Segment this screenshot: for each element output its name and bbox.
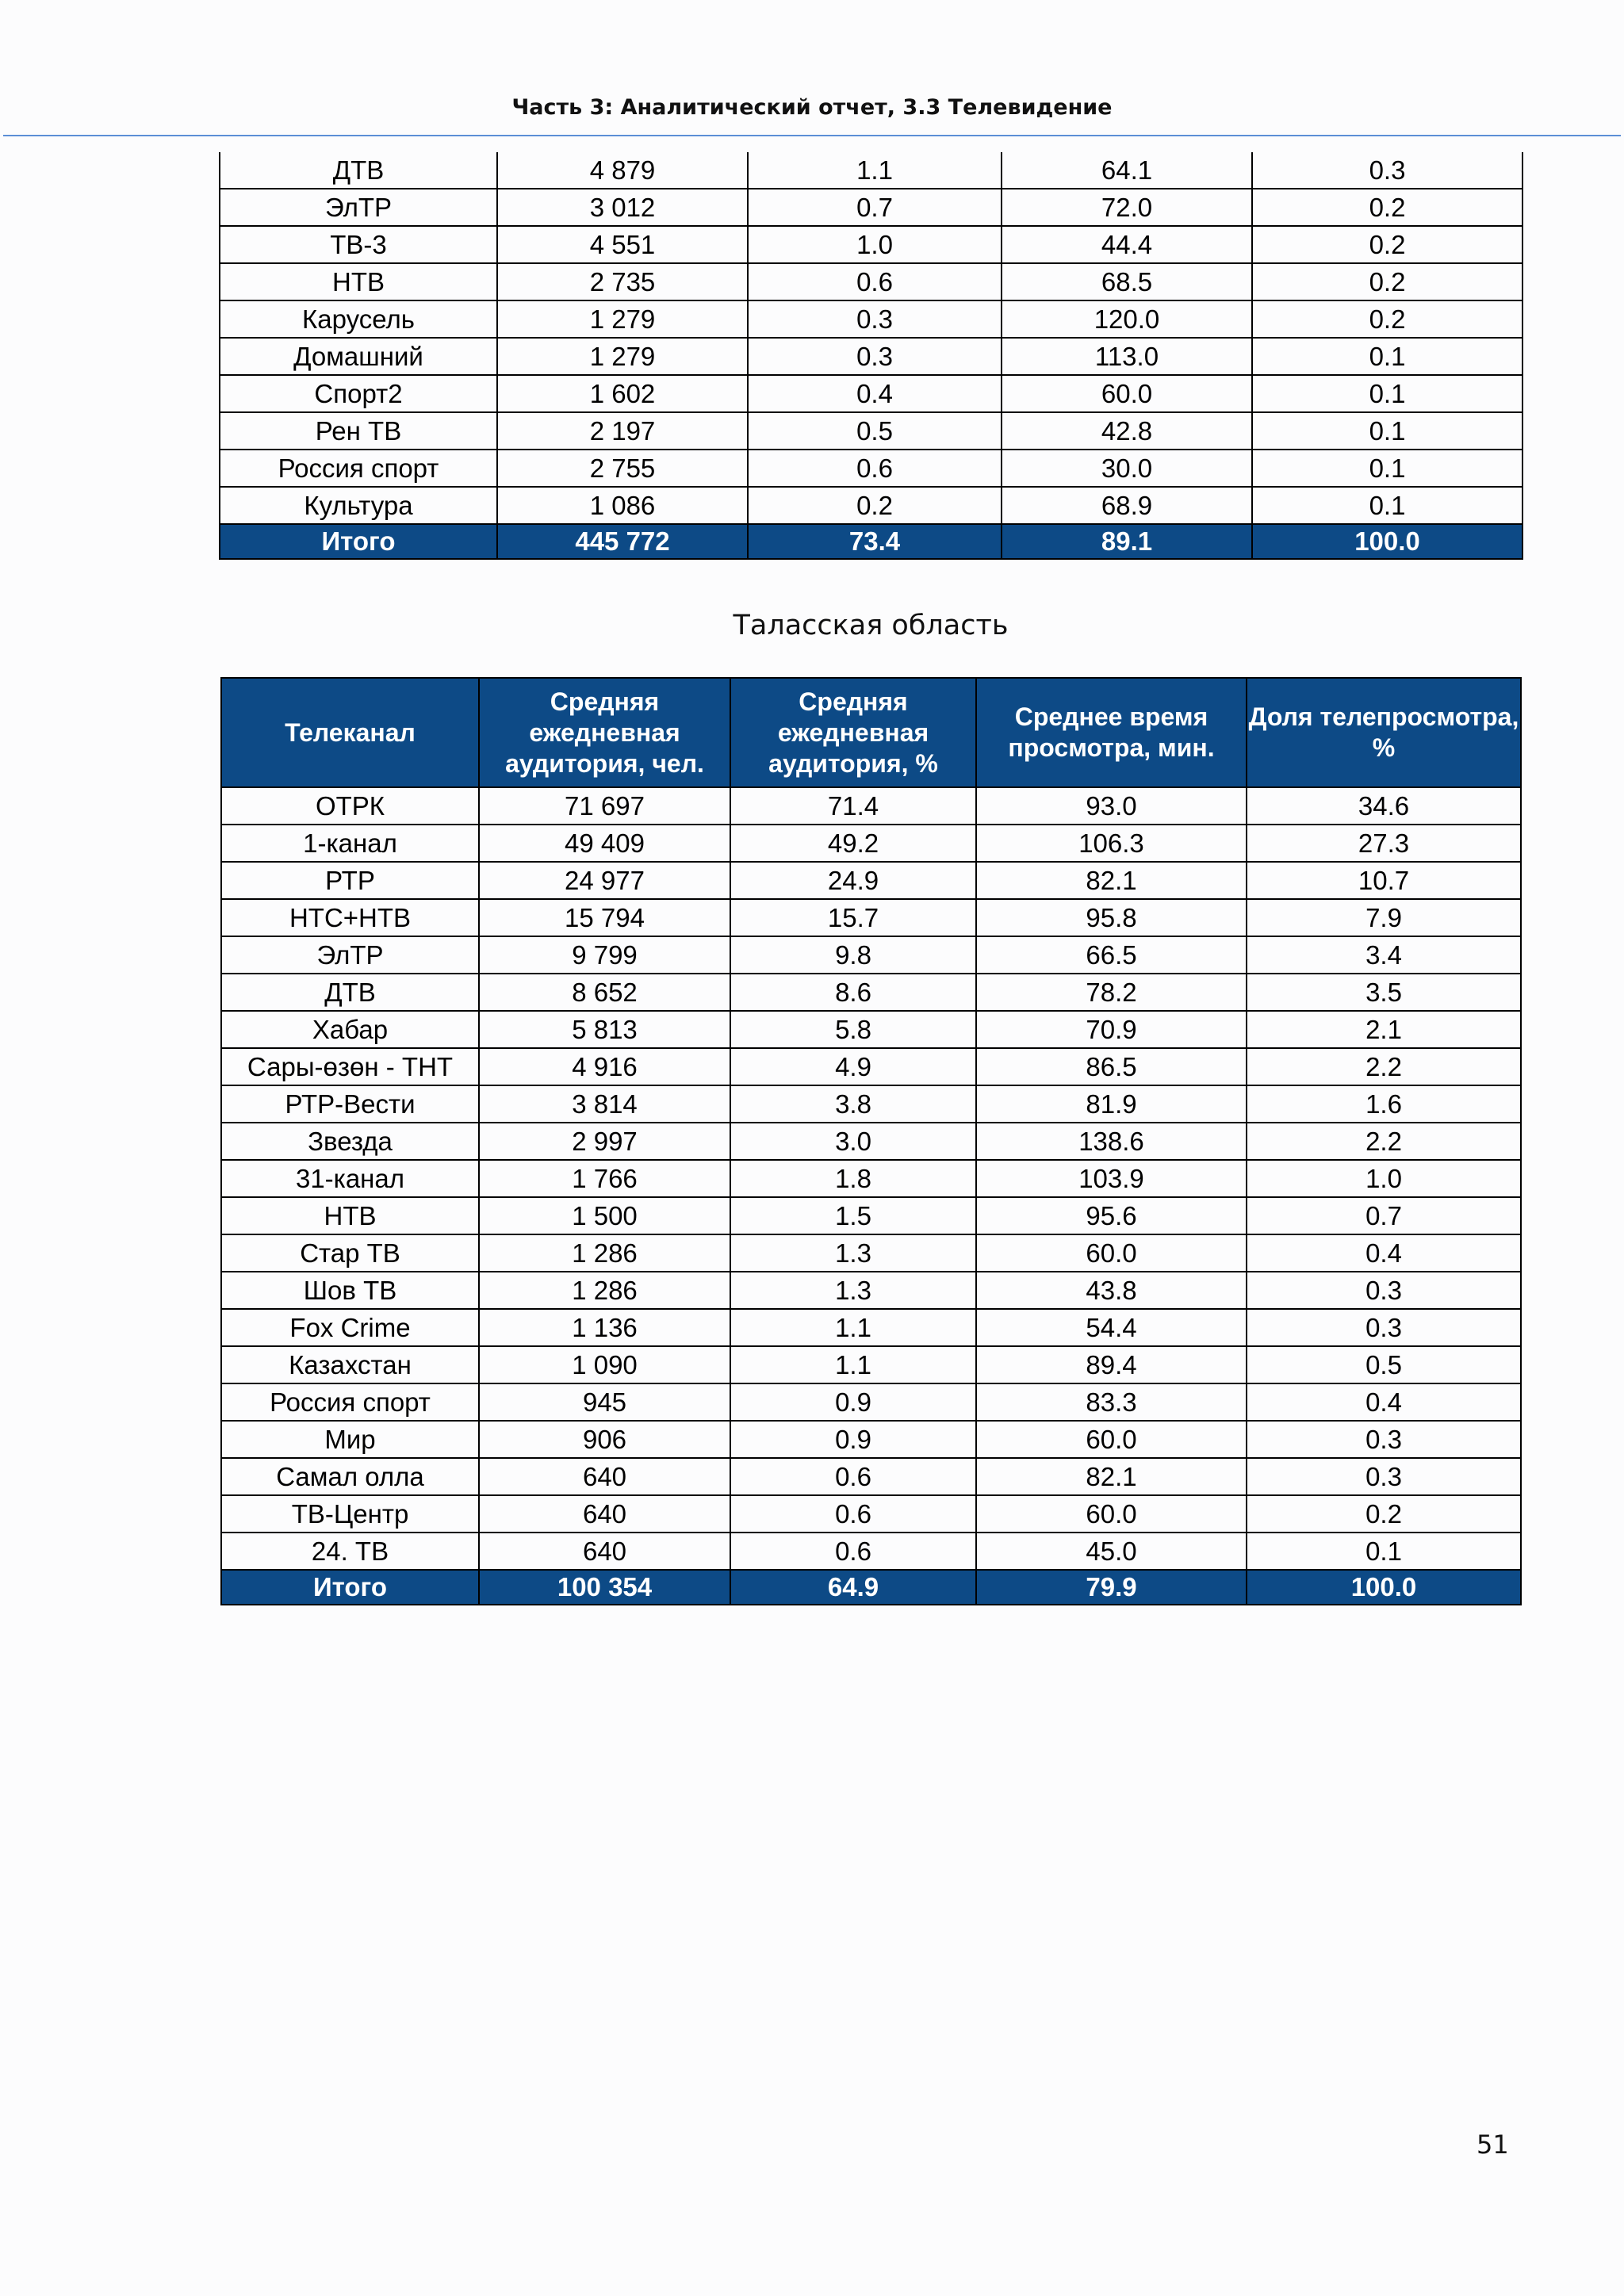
column-header-channel: Телеканал	[221, 678, 479, 787]
channel-cell: Fox Crime	[221, 1309, 479, 1346]
viewing-share-cell: 0.3	[1247, 1309, 1521, 1346]
viewing-share-cell: 34.6	[1247, 787, 1521, 825]
table-row	[221, 862, 1521, 899]
table-row	[220, 263, 1522, 300]
viewing-share-cell: 0.4	[1247, 1383, 1521, 1421]
audience-percent-cell: 0.5	[748, 412, 1002, 450]
channel-cell: 1-канал	[221, 825, 479, 862]
audience-percent-cell: 24.9	[730, 862, 976, 899]
viewing-time-cell: 68.5	[1002, 263, 1252, 300]
table-row	[221, 1160, 1521, 1197]
table-header-row	[221, 678, 1521, 787]
audience-people-cell: 640	[479, 1495, 730, 1533]
audience-people-cell: 1 500	[479, 1197, 730, 1234]
audience-people-cell: 5 813	[479, 1011, 730, 1048]
viewing-time-cell: 95.8	[976, 899, 1247, 936]
table-row	[220, 226, 1522, 263]
audience-people-cell: 8 652	[479, 974, 730, 1011]
viewing-time-cell: 89.4	[976, 1346, 1247, 1383]
audience-percent-cell: 5.8	[730, 1011, 976, 1048]
viewing-share-cell: 2.2	[1247, 1123, 1521, 1160]
column-header-viewing-share: Доля телепросмотра, %	[1247, 678, 1521, 787]
channel-cell: РТР-Вести	[221, 1085, 479, 1123]
channel-cell: Культура	[220, 487, 497, 524]
audience-percent-cell: 0.2	[748, 487, 1002, 524]
audience-people-cell: 3 814	[479, 1085, 730, 1123]
channel-cell: НТС+НТВ	[221, 899, 479, 936]
audience-people-cell: 9 799	[479, 936, 730, 974]
table-row	[221, 1272, 1521, 1309]
viewing-share-cell: 1.0	[1247, 1160, 1521, 1197]
audience-percent-cell: 0.9	[730, 1383, 976, 1421]
table-row	[221, 1458, 1521, 1495]
viewing-share-cell: 1.6	[1247, 1085, 1521, 1123]
audience-people-cell: 1 136	[479, 1309, 730, 1346]
table-row	[220, 189, 1522, 226]
audience-people-cell: 1 286	[479, 1234, 730, 1272]
audience-percent-cell: 15.7	[730, 899, 976, 936]
viewing-share-cell: 3.4	[1247, 936, 1521, 974]
channel-cell: ТВ-Центр	[221, 1495, 479, 1533]
table-row	[221, 1383, 1521, 1421]
audience-people-cell: 4 916	[479, 1048, 730, 1085]
viewing-time-cell: 83.3	[976, 1383, 1247, 1421]
viewing-time-cell: 82.1	[976, 1458, 1247, 1495]
channel-cell: Казахстан	[221, 1346, 479, 1383]
channel-cell: НТВ	[220, 263, 497, 300]
viewing-time-cell: 60.0	[976, 1234, 1247, 1272]
audience-percent-cell: 1.1	[730, 1309, 976, 1346]
viewing-time-cell: 113.0	[1002, 338, 1252, 375]
page-header: Часть 3: Аналитический отчет, 3.3 Телевидение	[511, 95, 1113, 120]
audience-percent-cell: 1.1	[748, 152, 1002, 189]
audience-people-cell: 4 551	[497, 226, 748, 263]
table-row	[221, 1234, 1521, 1272]
viewing-time-cell: 72.0	[1002, 189, 1252, 226]
viewing-share-cell: 0.3	[1247, 1272, 1521, 1309]
audience-people-cell: 906	[479, 1421, 730, 1458]
table-row	[221, 825, 1521, 862]
viewing-time-cell: 43.8	[976, 1272, 1247, 1309]
channel-cell: ЭлТР	[221, 936, 479, 974]
total-viewing-share-cell: 100.0	[1247, 1570, 1521, 1605]
viewing-time-cell: 93.0	[976, 787, 1247, 825]
channel-cell: ОТРК	[221, 787, 479, 825]
audience-people-cell: 2 197	[497, 412, 748, 450]
audience-percent-cell: 1.8	[730, 1160, 976, 1197]
channel-cell: Сары-өзөн - ТНТ	[221, 1048, 479, 1085]
channel-cell: Россия спорт	[221, 1383, 479, 1421]
table-row	[221, 1197, 1521, 1234]
audience-percent-cell: 0.3	[748, 338, 1002, 375]
table-row	[221, 787, 1521, 825]
audience-people-cell: 2 997	[479, 1123, 730, 1160]
viewing-time-cell: 78.2	[976, 974, 1247, 1011]
viewing-time-cell: 68.9	[1002, 487, 1252, 524]
audience-people-cell: 640	[479, 1533, 730, 1570]
channel-cell: Рен ТВ	[220, 412, 497, 450]
viewing-time-cell: 64.1	[1002, 152, 1252, 189]
viewing-share-cell: 0.1	[1252, 412, 1522, 450]
viewing-share-cell: 7.9	[1247, 899, 1521, 936]
channel-cell: Стар ТВ	[221, 1234, 479, 1272]
table-row	[221, 1495, 1521, 1533]
audience-percent-cell: 0.6	[730, 1495, 976, 1533]
total-row	[220, 524, 1522, 559]
viewing-time-cell: 30.0	[1002, 450, 1252, 487]
viewing-time-cell: 138.6	[976, 1123, 1247, 1160]
viewing-share-cell: 0.1	[1252, 375, 1522, 412]
total-audience-percent-cell: 73.4	[748, 524, 1002, 559]
audience-percent-cell: 1.3	[730, 1234, 976, 1272]
audience-percent-cell: 4.9	[730, 1048, 976, 1085]
viewing-time-cell: 45.0	[976, 1533, 1247, 1570]
viewing-time-cell: 44.4	[1002, 226, 1252, 263]
table-row	[221, 1011, 1521, 1048]
audience-percent-cell: 1.3	[730, 1272, 976, 1309]
audience-people-cell: 1 279	[497, 338, 748, 375]
channel-cell: НТВ	[221, 1197, 479, 1234]
audience-percent-cell: 0.6	[730, 1533, 976, 1570]
viewing-time-cell: 95.6	[976, 1197, 1247, 1234]
channel-cell: 24. ТВ	[221, 1533, 479, 1570]
audience-people-cell: 2 755	[497, 450, 748, 487]
table-row	[221, 1346, 1521, 1383]
viewing-share-cell: 0.3	[1252, 152, 1522, 189]
channel-cell: Звезда	[221, 1123, 479, 1160]
audience-people-cell: 49 409	[479, 825, 730, 862]
viewing-share-cell: 0.7	[1247, 1197, 1521, 1234]
viewing-time-cell: 103.9	[976, 1160, 1247, 1197]
total-viewing-time-cell: 79.9	[976, 1570, 1247, 1605]
total-row	[221, 1570, 1521, 1605]
channel-cell: ДТВ	[220, 152, 497, 189]
total-channel-cell: Итого	[221, 1570, 479, 1605]
audience-percent-cell: 1.0	[748, 226, 1002, 263]
audience-percent-cell: 1.5	[730, 1197, 976, 1234]
audience-people-cell: 4 879	[497, 152, 748, 189]
table-row	[220, 300, 1522, 338]
audience-people-cell: 1 766	[479, 1160, 730, 1197]
total-audience-people-cell: 100 354	[479, 1570, 730, 1605]
audience-percent-cell: 71.4	[730, 787, 976, 825]
table-row	[220, 412, 1522, 450]
table-row	[221, 1123, 1521, 1160]
total-audience-people-cell: 445 772	[497, 524, 748, 559]
table-row	[221, 1533, 1521, 1570]
viewing-time-cell: 60.0	[1002, 375, 1252, 412]
channel-cell: Самал олла	[221, 1458, 479, 1495]
viewing-share-cell: 0.2	[1252, 300, 1522, 338]
viewing-time-cell: 120.0	[1002, 300, 1252, 338]
channel-cell: Мир	[221, 1421, 479, 1458]
audience-people-cell: 2 735	[497, 263, 748, 300]
table-row	[221, 936, 1521, 974]
viewing-share-cell: 0.4	[1247, 1234, 1521, 1272]
viewing-share-cell: 0.2	[1252, 263, 1522, 300]
audience-percent-cell: 0.6	[730, 1458, 976, 1495]
total-viewing-share-cell: 100.0	[1252, 524, 1522, 559]
viewing-share-cell: 3.5	[1247, 974, 1521, 1011]
viewing-time-cell: 86.5	[976, 1048, 1247, 1085]
channel-cell: Шов ТВ	[221, 1272, 479, 1309]
channel-cell: ДТВ	[221, 974, 479, 1011]
audience-percent-cell: 0.6	[748, 450, 1002, 487]
channel-cell: Карусель	[220, 300, 497, 338]
page-number: 51	[1477, 2130, 1509, 2160]
audience-percent-cell: 3.8	[730, 1085, 976, 1123]
audience-percent-cell: 0.9	[730, 1421, 976, 1458]
audience-people-cell: 71 697	[479, 787, 730, 825]
audience-people-cell: 1 286	[479, 1272, 730, 1309]
table-row	[220, 375, 1522, 412]
section-title: Таласская область	[733, 610, 1009, 641]
audience-people-cell: 24 977	[479, 862, 730, 899]
table-row	[220, 450, 1522, 487]
channel-table-continued	[219, 152, 1523, 560]
viewing-time-cell: 81.9	[976, 1085, 1247, 1123]
table-row	[221, 1085, 1521, 1123]
channel-cell: Хабар	[221, 1011, 479, 1048]
table-row	[220, 487, 1522, 524]
channel-cell: Россия спорт	[220, 450, 497, 487]
table-row	[221, 899, 1521, 936]
header-rule	[3, 135, 1621, 136]
channel-cell: Домашний	[220, 338, 497, 375]
viewing-share-cell: 2.2	[1247, 1048, 1521, 1085]
audience-people-cell: 945	[479, 1383, 730, 1421]
viewing-share-cell: 0.2	[1252, 226, 1522, 263]
audience-percent-cell: 0.7	[748, 189, 1002, 226]
table-row	[221, 1421, 1521, 1458]
audience-percent-cell: 49.2	[730, 825, 976, 862]
viewing-share-cell: 0.2	[1247, 1495, 1521, 1533]
viewing-time-cell: 82.1	[976, 862, 1247, 899]
channel-cell: ЭлТР	[220, 189, 497, 226]
column-header-audience-percent: Средняя ежедневная аудитория, %	[730, 678, 976, 787]
channel-cell: РТР	[221, 862, 479, 899]
table-row	[221, 1048, 1521, 1085]
table-row	[221, 1309, 1521, 1346]
audience-people-cell: 1 602	[497, 375, 748, 412]
channel-cell: Спорт2	[220, 375, 497, 412]
viewing-share-cell: 0.3	[1247, 1458, 1521, 1495]
table-row	[220, 152, 1522, 189]
audience-people-cell: 1 279	[497, 300, 748, 338]
audience-percent-cell: 1.1	[730, 1346, 976, 1383]
viewing-time-cell: 60.0	[976, 1421, 1247, 1458]
viewing-share-cell: 0.1	[1252, 487, 1522, 524]
viewing-time-cell: 42.8	[1002, 412, 1252, 450]
audience-people-cell: 1 090	[479, 1346, 730, 1383]
audience-percent-cell: 3.0	[730, 1123, 976, 1160]
viewing-share-cell: 0.1	[1252, 450, 1522, 487]
viewing-time-cell: 106.3	[976, 825, 1247, 862]
viewing-share-cell: 0.1	[1252, 338, 1522, 375]
audience-people-cell: 15 794	[479, 899, 730, 936]
audience-percent-cell: 9.8	[730, 936, 976, 974]
table-row	[220, 338, 1522, 375]
viewing-time-cell: 60.0	[976, 1495, 1247, 1533]
viewing-share-cell: 27.3	[1247, 825, 1521, 862]
viewing-share-cell: 0.1	[1247, 1533, 1521, 1570]
viewing-share-cell: 0.5	[1247, 1346, 1521, 1383]
viewing-time-cell: 70.9	[976, 1011, 1247, 1048]
viewing-share-cell: 2.1	[1247, 1011, 1521, 1048]
audience-percent-cell: 0.6	[748, 263, 1002, 300]
column-header-viewing-time: Среднее время просмотра, мин.	[976, 678, 1247, 787]
audience-percent-cell: 8.6	[730, 974, 976, 1011]
talas-channel-table	[220, 677, 1522, 1605]
channel-cell: 31-канал	[221, 1160, 479, 1197]
audience-people-cell: 3 012	[497, 189, 748, 226]
audience-people-cell: 640	[479, 1458, 730, 1495]
viewing-share-cell: 10.7	[1247, 862, 1521, 899]
audience-percent-cell: 0.4	[748, 375, 1002, 412]
column-header-audience-people: Средняя ежедневная аудитория, чел.	[479, 678, 730, 787]
viewing-time-cell: 54.4	[976, 1309, 1247, 1346]
total-viewing-time-cell: 89.1	[1002, 524, 1252, 559]
total-channel-cell: Итого	[220, 524, 497, 559]
audience-people-cell: 1 086	[497, 487, 748, 524]
table-row	[221, 974, 1521, 1011]
audience-percent-cell: 0.3	[748, 300, 1002, 338]
viewing-time-cell: 66.5	[976, 936, 1247, 974]
channel-cell: ТВ-3	[220, 226, 497, 263]
total-audience-percent-cell: 64.9	[730, 1570, 976, 1605]
viewing-share-cell: 0.3	[1247, 1421, 1521, 1458]
viewing-share-cell: 0.2	[1252, 189, 1522, 226]
